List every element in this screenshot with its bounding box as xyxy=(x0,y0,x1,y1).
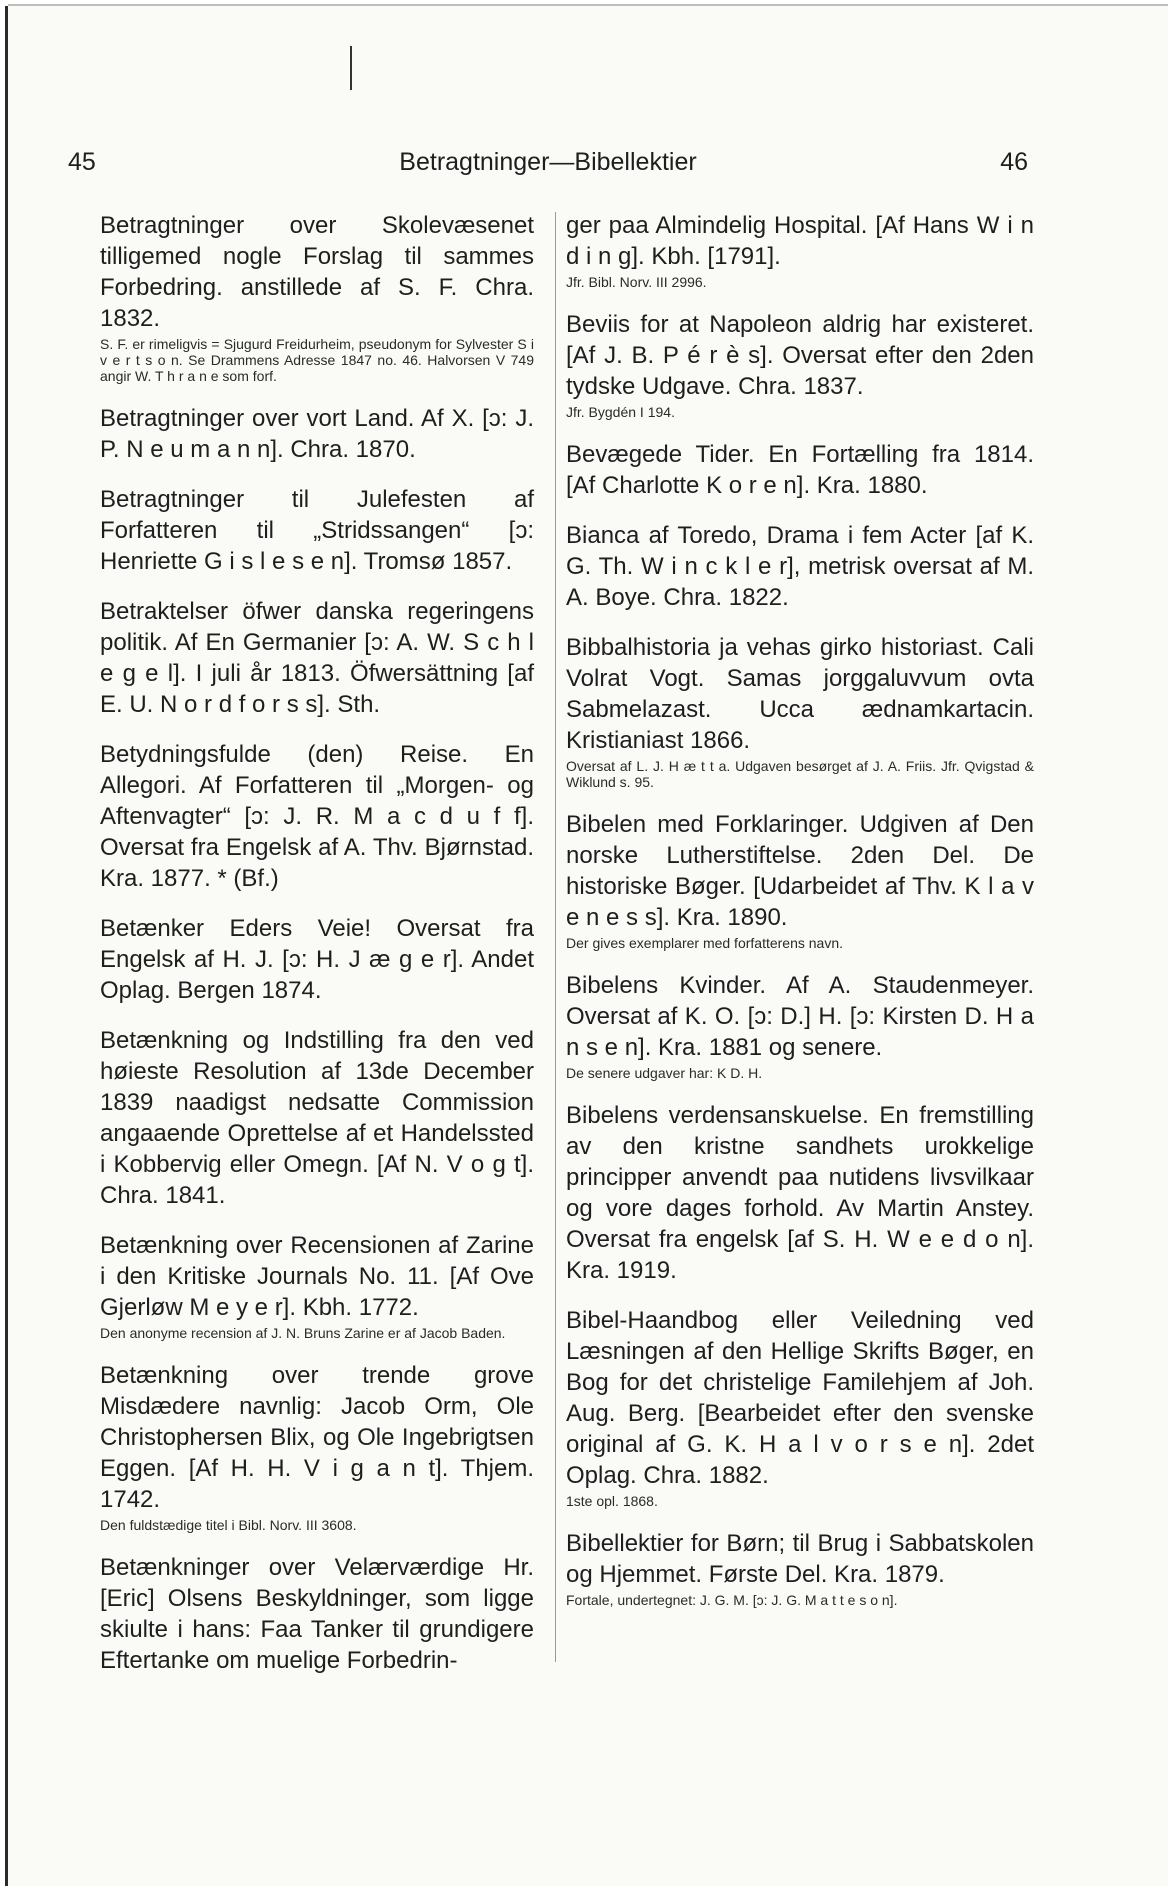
entry-text: Bibelen med Forklaringer. Udgiven af Den norske Lutherstiftelse. 2den Del. De historiske Bøger. [Udarbeidet af Thv. K l a v e n e s s]. Kra. 1890. xyxy=(566,811,1034,931)
entry-text: Betraktelser öfwer danska regeringens politik. Af En Germanier [ɔ: A. W. S c h l e g e l]. I juli år 1813. Öfwersättning [af E. U. N o r d f o r s s]. Sth. xyxy=(100,598,534,718)
bibliography-entry xyxy=(566,970,1034,1081)
entry-note: Den fuldstædige titel i Bibl. Norv. III 3608. xyxy=(100,1517,357,1533)
entry-note: S. F. er rimeligvis = Sjugurd Freidurheim, pseudonym for Sylvester S i v e r t s o n. Se Drammens Adresse 1847 no. 46. Halvorsen V 749 angir W. T h r a n e som forf. xyxy=(100,336,534,384)
entry-note: Der gives exemplarer med forfatterens navn. xyxy=(566,935,844,951)
entry-text: Betragtninger over Skolevæsenet tilligemed nogle Forslag til sammes Forbedring. anstillede af S. F. Chra. 1832. xyxy=(100,212,534,332)
bibliography-entry xyxy=(100,484,534,577)
bibliography-entry xyxy=(100,596,534,720)
entry-text: Bianca af Toredo, Drama i fem Acter [af K. G. Th. W i n c k l e r], metrisk oversat af M. A. Boye. Chra. 1822. xyxy=(566,522,1034,611)
column-divider xyxy=(555,212,556,1662)
bibliography-entry xyxy=(100,1360,534,1533)
entry-note: Oversat af L. J. H æ t t a. Udgaven besørget af J. A. Friis. Jfr. Qvigstad & Wiklund s. 95. xyxy=(566,758,1034,790)
entry-note: Jfr. Bygdén I 194. xyxy=(566,404,675,420)
entry-text: Betænkning og Indstilling fra den ved høieste Resolution af 13de December 1839 naadigst nedsatte Commission angaaende Oprettelse af et Handelssted i Kobbervig eller Omegn. [Af N. V o g t]. Chra. 1841. xyxy=(100,1027,534,1209)
entry-text: ger paa Almindelig Hospital. [Af Hans W i n d i n g]. Kbh. [1791]. xyxy=(566,212,1034,270)
bibliography-entry xyxy=(566,632,1034,790)
entry-note: Jfr. Bibl. Norv. III 2996. xyxy=(566,274,707,290)
entry-text: Betænkning over trende grove Misdædere navnlig: Jacob Orm, Ole Christophersen Blix, og Ole Ingebrigtsen Eggen. [Af H. H. V i g a n t]. Thjem. 1742. xyxy=(100,1362,534,1513)
bibliography-entry xyxy=(100,403,534,465)
bibliography-entry xyxy=(566,809,1034,951)
bibliography-entry xyxy=(100,1025,534,1211)
page-number-right: 46 xyxy=(1000,148,1028,176)
entry-text: Betydningsfulde (den) Reise. En Allegori. Af Forfatteren til „Morgen- og Aftenvagter“ [ɔ: J. R. M a c d u f f]. Oversat fra Engelsk af A. Thv. Bjørnstad. Kra. 1877. * (Bf.) xyxy=(100,741,534,892)
entry-text: Betænker Eders Veie! Oversat fra Engelsk af H. J. [ɔ: H. J æ g e r]. Andet Oplag. Bergen 1874. xyxy=(100,915,534,1004)
entry-note: De senere udgaver har: K D. H. xyxy=(566,1065,763,1081)
entry-note: Den anonyme recension af J. N. Bruns Zarine er af Jacob Baden. xyxy=(100,1325,506,1341)
bibliography-entry xyxy=(100,1230,534,1341)
page-number-left: 45 xyxy=(68,148,96,176)
entry-text: Betænkninger over Velærværdige Hr. [Eric] Olsens Beskyldninger, som ligge skiulte i hans: Faa Tanker til grundigere Eftertanke om muelige Forbedrin- xyxy=(100,1554,534,1674)
entry-text: Betragtninger til Julefesten af Forfatteren til „Stridssangen“ [ɔ: Henriette G i s l e s e n]. Tromsø 1857. xyxy=(100,486,534,575)
bibliography-entry xyxy=(100,739,534,894)
entry-note: Fortale, undertegnet: J. G. M. [ɔ: J. G. M a t t e s o n]. xyxy=(566,1592,898,1608)
entry-text: Bibel-Haandbog eller Veiledning ved Læsningen af den Hellige Skrifts Bøger, en Bog for det christelige Familehjem af Joh. Aug. Berg. [Bearbeidet efter den svenske original af G. K. H a l v o r s e n]. 2det Oplag. Chra. 1882. xyxy=(566,1307,1034,1489)
left-column xyxy=(100,210,534,1695)
entry-text: Betragtninger over vort Land. Af X. [ɔ: J. P. N e u m a n n]. Chra. 1870. xyxy=(100,405,534,463)
running-title: Betragtninger—Bibellektier xyxy=(399,148,697,176)
entry-text: Bibelens Kvinder. Af A. Staudenmeyer. Oversat af K. O. [ɔ: D.] H. [ɔ: Kirsten D. H a n s e n]. Kra. 1881 og senere. xyxy=(566,972,1034,1061)
bibliography-entry xyxy=(566,210,1034,290)
bibliography-entry xyxy=(566,1528,1034,1608)
bibliography-entry xyxy=(566,309,1034,420)
entry-text: Bibellektier for Børn; til Brug i Sabbatskolen og Hjemmet. Første Del. Kra. 1879. xyxy=(566,1530,1034,1588)
margin-mark xyxy=(350,46,352,90)
bibliography-entry xyxy=(566,1100,1034,1286)
entry-text: Beviis for at Napoleon aldrig har existeret. [Af J. B. P é r è s]. Oversat efter den 2den tydske Udgave. Chra. 1837. xyxy=(566,311,1034,400)
bibliography-entry xyxy=(566,520,1034,613)
page-header xyxy=(68,148,1028,188)
right-column xyxy=(566,210,1034,1627)
bibliography-entry xyxy=(100,913,534,1006)
entry-text: Bibbalhistoria ja vehas girko historiast. Cali Volrat Vogt. Samas jorggaluvvum ovta Sabmelazast. Ucca ædnamkartacin. Kristianiast 1866. xyxy=(566,634,1034,754)
bibliography-entry xyxy=(566,439,1034,501)
entry-text: Betænkning over Recensionen af Zarine i den Kritiske Journals No. 11. [Af Ove Gjerløw M e y e r]. Kbh. 1772. xyxy=(100,1232,534,1321)
entry-text: Bibelens verdensanskuelse. En fremstilling av den kristne sandhets urokkelige principper anvendt paa nutidens livsvilkaar og vore dages forhold. Av Martin Anstey. Oversat fra engelsk [af S. H. W e e d o n]. Kra. 1919. xyxy=(566,1102,1034,1284)
entry-note: 1ste opl. 1868. xyxy=(566,1493,658,1509)
book-page xyxy=(8,6,1168,1886)
bibliography-entry xyxy=(100,210,534,384)
bibliography-entry xyxy=(566,1305,1034,1509)
bibliography-entry xyxy=(100,1552,534,1676)
entry-text: Bevægede Tider. En Fortælling fra 1814. [Af Charlotte K o r e n]. Kra. 1880. xyxy=(566,441,1034,499)
